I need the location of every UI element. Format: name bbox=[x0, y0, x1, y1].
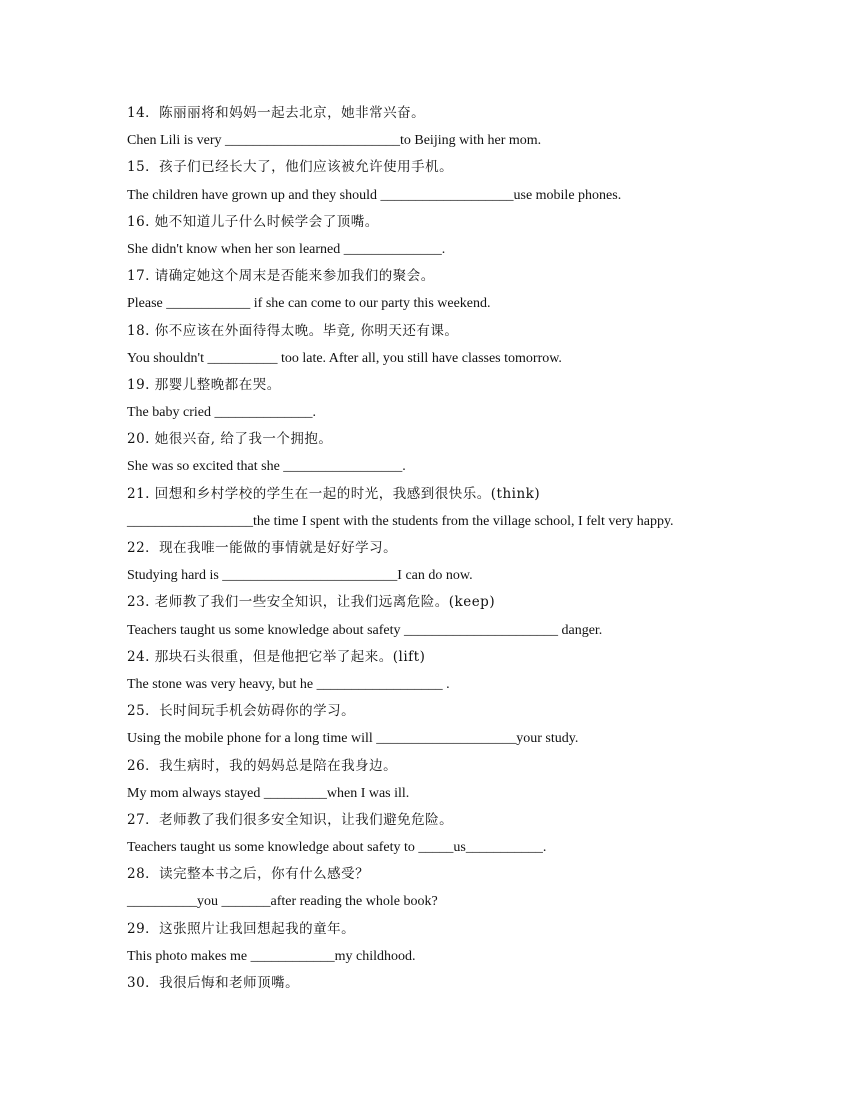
question-21-english: __________________the time I spent with the students from the village school, I felt very happy. bbox=[127, 513, 674, 529]
question-20-english: She was so excited that she _________________. bbox=[127, 459, 406, 475]
question-19-english: The baby cried ______________. bbox=[127, 405, 316, 421]
question-28-chinese: 28．读完整本书之后，你有什么感受？ bbox=[127, 866, 370, 883]
question-28-english: __________you _______after reading the whole book? bbox=[127, 894, 438, 910]
question-26-english: My mom always stayed _________when I was ill. bbox=[127, 785, 410, 801]
question-21-chinese: 21. 回想和乡村学校的学生在一起的时光，我感到很快乐。(think) bbox=[127, 485, 541, 502]
question-23-chinese: 23. 老师教了我们一些安全知识，让我们远离危险。(keep) bbox=[127, 594, 496, 611]
question-20-chinese: 20. 她很兴奋, 给了我一个拥抱。 bbox=[127, 431, 333, 448]
question-19-chinese: 19. 那婴儿整晚都在哭。 bbox=[127, 376, 281, 393]
question-23-english: Teachers taught us some knowledge about safety ______________________ danger. bbox=[127, 622, 603, 638]
question-24-chinese: 24. 那块石头很重，但是他把它举了起来。(lift) bbox=[127, 648, 426, 665]
question-14-chinese: 14．陈丽丽将和妈妈一起去北京，她非常兴奋。 bbox=[127, 105, 426, 121]
question-16-english: She didn't know when her son learned ______________. bbox=[127, 241, 446, 257]
question-29-english: This photo makes me ____________my childhood. bbox=[127, 948, 416, 964]
question-18-chinese: 18. 你不应该在外面待得太晚。毕竟, 你明天还有课。 bbox=[127, 322, 459, 339]
question-16-chinese: 16. 她不知道儿子什么时候学会了顶嘴。 bbox=[127, 213, 379, 230]
question-26-chinese: 26．我生病时，我的妈妈总是陪在我身边。 bbox=[127, 757, 398, 774]
question-29-chinese: 29．这张照片让我回想起我的童年。 bbox=[127, 920, 356, 937]
question-30-chinese: 30．我很后悔和老师顶嘴。 bbox=[127, 975, 300, 991]
question-25-chinese: 25．长时间玩手机会妨碍你的学习。 bbox=[127, 703, 356, 720]
question-14-english: Chen Lili is very _________________________to Beijing with her mom. bbox=[127, 133, 542, 149]
question-15-chinese: 15．孩子们已经长大了，他们应该被允许使用手机。 bbox=[127, 159, 454, 176]
question-15-english: The children have grown up and they should ___________________use mobile phones. bbox=[127, 187, 622, 203]
question-25-english: Using the mobile phone for a long time will ____________________your study. bbox=[127, 731, 579, 747]
question-27-english: Teachers taught us some knowledge about safety to _____us___________. bbox=[127, 840, 547, 856]
question-17-english: Please ____________ if she can come to our party this weekend. bbox=[127, 296, 491, 312]
question-22-english: Studying hard is _________________________I can do now. bbox=[127, 568, 473, 584]
question-17-chinese: 17. 请确定她这个周末是否能来参加我们的聚会。 bbox=[127, 268, 435, 285]
question-22-chinese: 22．现在我唯一能做的事情就是好好学习。 bbox=[127, 540, 398, 556]
question-24-english: The stone was very heavy, but he __________________ . bbox=[127, 676, 450, 692]
question-18-english: You shouldn't __________ too late. After all, you still have classes tomorrow. bbox=[127, 350, 562, 366]
question-27-chinese: 27．老师教了我们很多安全知识，让我们避免危险。 bbox=[127, 811, 454, 828]
exercise-list bbox=[127, 100, 767, 997]
